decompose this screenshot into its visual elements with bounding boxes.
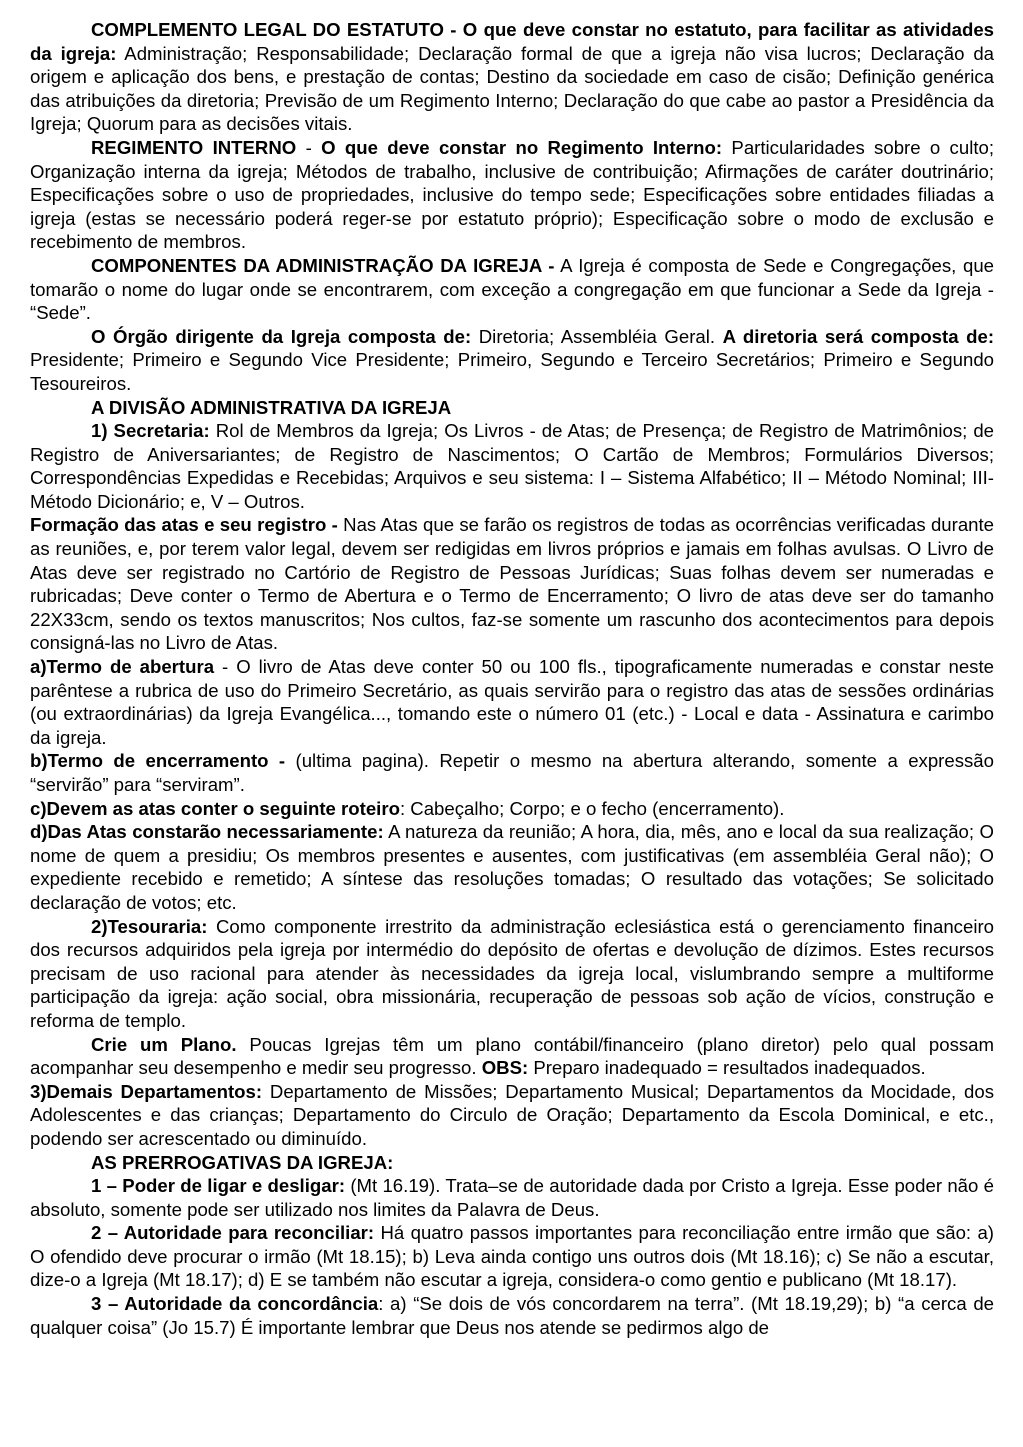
paragraph-text: - xyxy=(296,136,322,158)
paragraph-roteiro-atas xyxy=(30,797,994,821)
paragraph-secretaria xyxy=(30,419,994,513)
paragraph-heading: REGIMENTO INTERNO xyxy=(91,136,297,158)
paragraph-heading: d)Das Atas constarão necessariamente: xyxy=(30,821,384,843)
paragraph-heading: 3)Demais Departamentos: xyxy=(30,1080,263,1102)
paragraph-text: : a) “Se dois de vós concordarem na terra”. (Mt 18.19,29); b) “a cerca de qualquer coisa” (Jo 15.7) É importante lembrar que Deus nos atende se pedirmos algo de xyxy=(30,1293,995,1338)
paragraph-text: Preparo inadequado = resultados inadequados. xyxy=(528,1057,926,1079)
paragraph-text: A Igreja é composta de Sede e Congregações, que tomarão o nome do lugar onde se encontrarem, com exceção a congregação em que funcionar a Sede da Igreja - “Sede”. xyxy=(30,254,995,324)
paragraph-heading: a)Termo de abertura xyxy=(30,656,215,678)
section-heading-divisao-administrativa xyxy=(30,396,994,420)
paragraph-heading: O que deve constar no Regimento Interno: xyxy=(321,136,723,158)
paragraph-heading: 1) Secretaria: xyxy=(91,420,210,442)
paragraph-heading: c)Devem as atas conter o seguinte roteiro xyxy=(30,797,400,819)
paragraph-orgao-dirigente xyxy=(30,325,994,396)
paragraph-componentes-administracao xyxy=(30,254,994,325)
paragraph-text: Administração; Responsabilidade; Declaração formal de que a igreja não visa lucros; Declaração da origem e aplicação dos bens, e prestação de contas; Destino da sociedade em caso de cisão; Definição genérica das atribuições da diretoria; Previsão de um Regimento Interno; Declaração do que cabe ao pastor a Presidência da Igreja; Quorum para as decisões vitais. xyxy=(30,42,994,135)
paragraph-heading: COMPLEMENTO LEGAL DO ESTATUTO - O que deve constar no estatuto, para facilitar as atividades da igreja: xyxy=(30,19,994,64)
section-heading: AS PRERROGATIVAS DA IGREJA: xyxy=(91,1151,394,1173)
paragraph-heading: Formação das atas e seu registro - xyxy=(30,514,338,536)
paragraph-heading: b)Termo de encerramento - xyxy=(30,750,286,772)
paragraph-regimento-interno xyxy=(30,136,994,254)
paragraph-text: Particularidades sobre o culto; Organização interna da igreja; Métodos de trabalho, inclusive de contribuição; Afirmações de caráter doutrinário; Especificações sobre o uso de propriedades, inclusive do tempo sede; Especificações sobre entidades filiadas a igreja (estas se necessário poderá reger-se por estatuto próprio); Especificação sobre o modo de exclusão e recebimento de membros. xyxy=(30,136,994,253)
paragraph-formacao-atas xyxy=(30,513,994,655)
paragraph-constarao-atas xyxy=(30,820,994,914)
paragraph-autoridade-reconciliar xyxy=(30,1221,994,1292)
paragraph-tesouraria xyxy=(30,915,994,1033)
paragraph-complemento-legal xyxy=(30,18,994,136)
paragraph-heading: 2 – Autoridade para reconciliar: xyxy=(91,1222,375,1244)
paragraph-heading: OBS: xyxy=(481,1057,529,1079)
paragraph-text: Departamento de Missões; Departamento Musical; Departamentos da Mocidade, dos Adolescentes e das crianças; Departamento do Circulo de Oração; Departamento da Escola Dominical, e etc., podendo ser acrescentado ou diminuído. xyxy=(30,1080,995,1149)
paragraph-heading: 2)Tesouraria: xyxy=(91,915,208,937)
paragraph-text: (ultima pagina). Repetir o mesmo na abertura alterando, somente a expressão “servirão” para “serviram”. xyxy=(30,750,994,795)
paragraph-heading: 1 – Poder de ligar e desligar: xyxy=(91,1175,346,1197)
paragraph-text: Como componente irrestrito da administração eclesiástica está o gerenciamento financeiro dos recursos adquiridos pela igreja por intermédio do depósito de ofertas e devolução de dízimos. Estes recursos precisam de uso racional para atender às necessidades da igreja local, vislumbrando sempre a multiforme participação da igreja: ação social, obra missionária, recuperação de pessoas sob ação de vícios, construção e reforma de templo. xyxy=(30,915,994,1031)
paragraph-heading: A diretoria será composta de: xyxy=(722,325,995,347)
paragraph-heading: O Órgão dirigente da Igreja composta de: xyxy=(91,325,472,347)
paragraph-text: Poucas Igrejas têm um plano contábil/financeiro (plano diretor) pelo qual possam acompanhar seu desempenho e medir seu progresso. xyxy=(30,1033,995,1079)
paragraph-heading: COMPONENTES DA ADMINISTRAÇÃO DA IGREJA - xyxy=(91,254,555,276)
section-heading-prerrogativas xyxy=(30,1151,994,1175)
paragraph-heading: Crie um Plano. xyxy=(91,1033,237,1055)
paragraph-termo-encerramento xyxy=(30,749,994,796)
paragraph-heading: 3 – Autoridade da concordância xyxy=(91,1293,379,1315)
paragraph-text: A natureza da reunião; A hora, dia, mês, ano e local da sua realização; O nome de quem a presidiu; Os membros presentes e ausentes, com justificativas (em assembléia Geral não); O expediente recebido e remetido; A síntese das resoluções tomadas; O resultado das votações; Se solicitado declaração de votos; etc. xyxy=(30,821,994,913)
paragraph-text: : Cabeçalho; Corpo; e o fecho (encerramento). xyxy=(399,797,785,819)
paragraph-autoridade-concordancia xyxy=(30,1292,994,1339)
paragraph-text: Presidente; Primeiro e Segundo Vice Presidente; Primeiro, Segundo e Terceiro Secretários; Primeiro e Segundo Tesoureiros. xyxy=(30,349,994,394)
paragraph-demais-departamentos xyxy=(30,1080,994,1151)
paragraph-crie-um-plano xyxy=(30,1033,994,1080)
paragraph-poder-ligar-desligar xyxy=(30,1174,994,1221)
paragraph-text: - O livro de Atas deve conter 50 ou 100 fls., tipograficamente numeradas e constar neste parêntese a rubrica de uso do Primeiro Secretário, as quais servirão para o registro das atas de sessões ordinárias (ou extraordinárias) da Igreja Evangélica..., tomando este o número 01 (etc.) - Local e data - Assinatura e carimbo da igreja. xyxy=(30,656,994,748)
paragraph-termo-abertura xyxy=(30,655,994,749)
paragraph-text: Há quatro passos importantes para reconciliação entre irmão que são: a) O ofendido deve procurar o irmão (Mt 18.15); b) Leva ainda contigo uns outros dois (Mt 18.16); c) Se não a escutar, dize-o a Igreja (Mt 18.17); d) E se também não escutar a igreja, considera-o como gentio e publicano (Mt 18.17). xyxy=(30,1222,994,1291)
section-heading: A DIVISÃO ADMINISTRATIVA DA IGREJA xyxy=(91,396,452,418)
paragraph-text: Diretoria; Assembléia Geral. xyxy=(471,325,723,347)
paragraph-text: Nas Atas que se farão os registros de todas as ocorrências verificadas durante as reuniões, e, por terem valor legal, devem ser redigidas em livros próprios e jamais em folhas avulsas. O Livro de Atas deve ser registrado no Cartório de Registro de Pessoas Jurídicas; Suas folhas devem ser numeradas e rubricadas; Deve conter o Termo de Abertura e o Termo de Encerramento; O livro de atas deve ser do tamanho 22X33cm, sendo os textos manuscritos; Nos cultos, faz-se somente um rascunho dos acontecimentos para depois consigná-las no Livro de Atas. xyxy=(30,514,995,654)
paragraph-text: Rol de Membros da Igreja; Os Livros - de Atas; de Presença; de Registro de Matrimônios; de Registro de Aniversariantes; de Registro de Nascimentos; O Cartão de Membros; Formulários Diversos; Correspondências Expedidas e Recebidas; Arquivos e seu sistema: I – Sistema Alfabético; II – Método Nominal; III- Método Dicionário; e, V – Outros. xyxy=(30,420,995,512)
paragraph-text: (Mt 16.19). Trata–se de autoridade dada por Cristo a Igreja. Esse poder não é absoluto, somente pode ser utilizado nos limites da Palavra de Deus. xyxy=(30,1175,994,1220)
